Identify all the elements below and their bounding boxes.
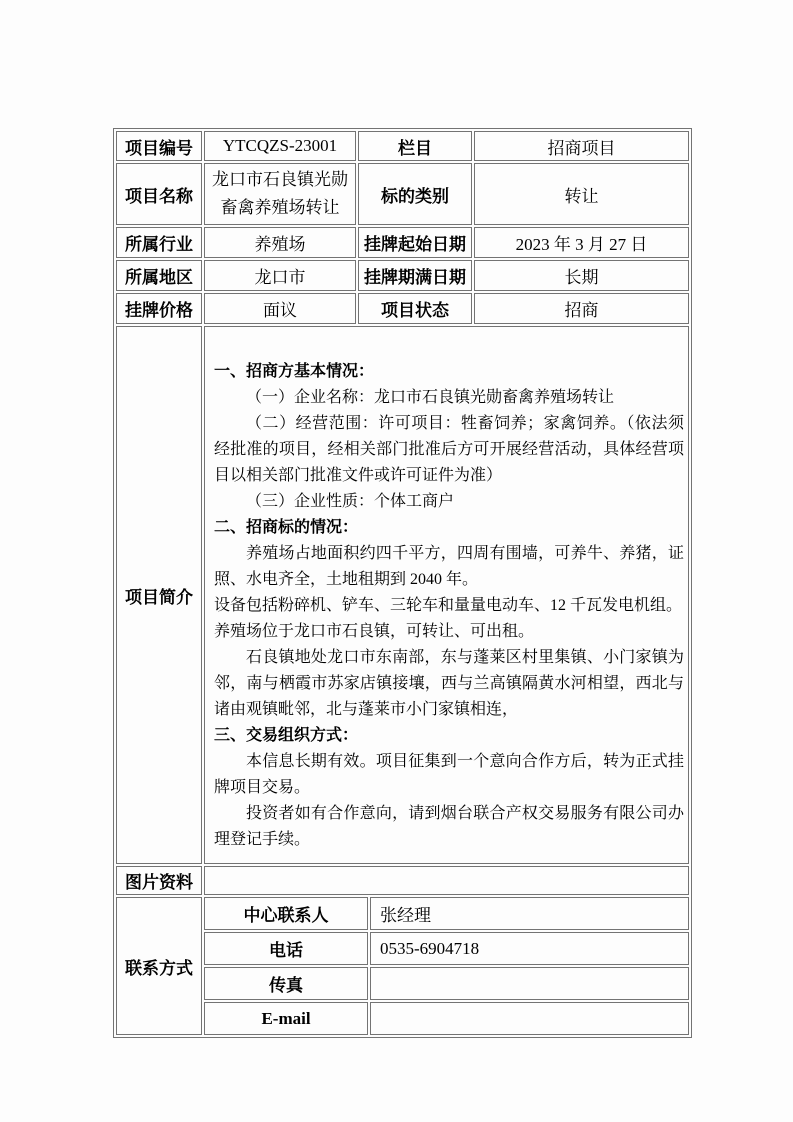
intro-paragraph: 养殖场占地面积约四千平方，四周有围墙，可养牛、养猪，证照、水电齐全，土地租期到 2040 年。 <box>214 545 684 588</box>
intro-paragraph: 养殖场位于龙口市石良镇，可转让、可出租。 <box>214 623 535 640</box>
project-number-label: 项目编号 <box>116 131 202 161</box>
industry-label: 所属行业 <box>116 227 202 258</box>
image-material-label: 图片资料 <box>116 866 202 895</box>
contact-person-value: 张经理 <box>370 897 689 930</box>
image-material-content <box>204 866 689 895</box>
fax-label: 传真 <box>204 967 368 1000</box>
project-intro-content <box>204 326 689 864</box>
intro-paragraph: 二、招商标的情况： <box>214 519 359 536</box>
project-number-value: YTCQZS-23001 <box>204 131 356 161</box>
table-row <box>116 326 689 864</box>
listing-price-label: 挂牌价格 <box>116 293 202 324</box>
subject-type-value: 转让 <box>474 163 689 225</box>
project-intro-label: 项目简介 <box>116 326 202 864</box>
project-listing-table <box>113 128 692 1038</box>
listing-start-date-label: 挂牌起始日期 <box>358 227 472 258</box>
phone-value: 0535-6904718 <box>370 932 689 965</box>
intro-paragraph: 本信息长期有效。项目征集到一个意向合作方后，转为正式挂牌项目交易。 <box>214 753 684 796</box>
listing-expiry-date-value: 长期 <box>474 260 689 291</box>
project-name-label: 项目名称 <box>116 163 202 225</box>
table-row <box>116 227 689 258</box>
table-row <box>116 293 689 324</box>
category-label: 栏目 <box>358 131 472 161</box>
industry-value: 养殖场 <box>204 227 356 258</box>
intro-paragraph: （二）经营范围：许可项目：牲畜饲养；家禽饲养。（依法须经批准的项目，经相关部门批准后方可开展经营活动，具体经营项目以相关部门批准文件或许可证件为准） <box>214 415 684 484</box>
subject-type-label: 标的类别 <box>358 163 472 225</box>
intro-paragraph: （一）企业名称：龙口市石良镇光勋畜禽养殖场转让 <box>246 389 615 406</box>
email-value <box>370 1002 689 1035</box>
intro-paragraph: （三）企业性质：个体工商户 <box>246 493 455 510</box>
project-status-value: 招商 <box>474 293 689 324</box>
region-value: 龙口市 <box>204 260 356 291</box>
table-row <box>116 260 689 291</box>
fax-value <box>370 967 689 1000</box>
intro-paragraph: 投资者如有合作意向，请到烟台联合产权交易服务有限公司办理登记手续。 <box>214 805 684 848</box>
table-row <box>116 163 689 225</box>
listing-start-date-value: 2023 年 3 月 27 日 <box>474 227 689 258</box>
project-name-value: 龙口市石良镇光勋畜禽养殖场转让 <box>204 163 356 225</box>
region-label: 所属地区 <box>116 260 202 291</box>
intro-paragraph: 石良镇地处龙口市东南部，东与蓬莱区村里集镇、小门家镇为邻，南与栖霞市苏家店镇接壤，西与兰高镇隔黄水河相望，西北与诸由观镇毗邻，北与蓬莱市小门家镇相连， <box>214 649 684 718</box>
phone-label: 电话 <box>204 932 368 965</box>
table-row <box>116 897 689 930</box>
category-value: 招商项目 <box>474 131 689 161</box>
table-row <box>116 866 689 895</box>
intro-paragraph: 三、交易组织方式： <box>214 727 359 744</box>
table-row <box>116 131 689 161</box>
intro-paragraph: 一、招商方基本情况： <box>214 363 375 380</box>
contact-person-label: 中心联系人 <box>204 897 368 930</box>
listing-expiry-date-label: 挂牌期满日期 <box>358 260 472 291</box>
intro-paragraph: 设备包括粉碎机、铲车、三轮车和量量电动车、12 千瓦发电机组。 <box>214 597 683 614</box>
listing-price-value: 面议 <box>204 293 356 324</box>
project-status-label: 项目状态 <box>358 293 472 324</box>
email-label: E-mail <box>204 1002 368 1035</box>
contact-info-label: 联系方式 <box>116 897 202 1035</box>
